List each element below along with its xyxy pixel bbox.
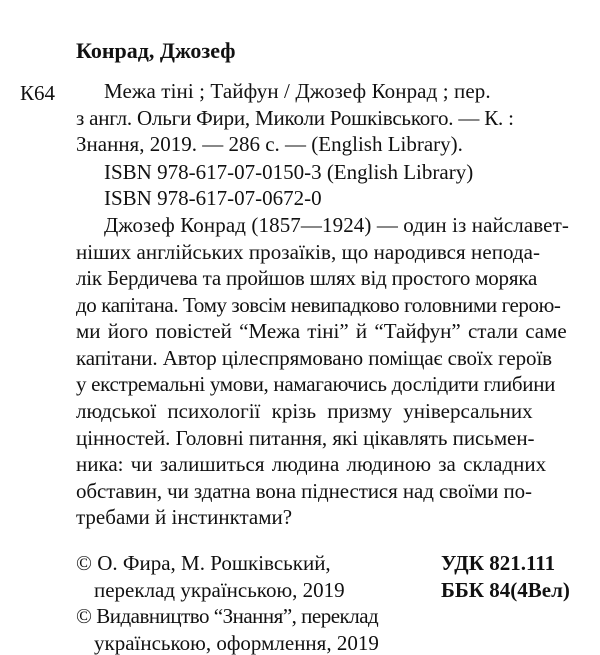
annotation-line: у екстремальні умови, намагаючись дослідити глибини [76,372,556,396]
copyright-line: переклад українською, 2019 [94,578,345,602]
annotation-line: обставин, чи здатна вона піднестися над своїми по- [76,479,532,503]
annotation-line: лік Бердичева та пройшов шлях від простого моряка [76,266,538,290]
author-code: К64 [20,81,56,105]
annotation-line: Джозеф Конрад (1857—1924) — один із найславет- [104,213,569,237]
bbk-code: ББК 84(4Вел) [441,578,570,602]
record-line: Знання, 2019. — 286 с. — (English Library). [76,132,463,156]
annotation-line: капітани. Автор цілеспрямовано поміщає своїх героїв [76,346,552,370]
annotation-line: цінностей. Головні питання, які цікавлять письмен- [76,426,535,450]
annotation-line: требами й інстинктами? [76,505,293,529]
isbn-line: ISBN 978-617-07-0672-0 [104,186,322,210]
record-line: Межа тіні ; Тайфун / Джозеф Конрад ; пер. [104,79,491,103]
author-heading: Конрад, Джозеф [76,38,236,63]
record-line: з англ. Ольги Фири, Миколи Рошківського. — К. : [76,106,514,130]
copyright-line: українською, оформлення, 2019 [94,631,379,655]
annotation-line: до капітана. Тому зовсім невипадково головними герою- [76,293,561,317]
copyright-line: © Видавництво “Знання”, переклад [76,604,379,628]
annotation-line: ника: чи залишиться людина людиною за складних [76,452,547,476]
isbn-line: ISBN 978-617-07-0150-3 (English Library) [104,160,474,184]
copyright-line: © О. Фира, М. Рошківський, [76,551,331,575]
annotation-line: людської психології крізь призму універсальних [76,399,533,423]
annotation-line: ми його повістей “Межа тіні” й “Тайфун” стали саме [76,319,567,343]
annotation-line: ніших англійських прозаїків, що народився непода- [76,240,541,264]
udk-code: УДК 821.111 [441,551,556,575]
